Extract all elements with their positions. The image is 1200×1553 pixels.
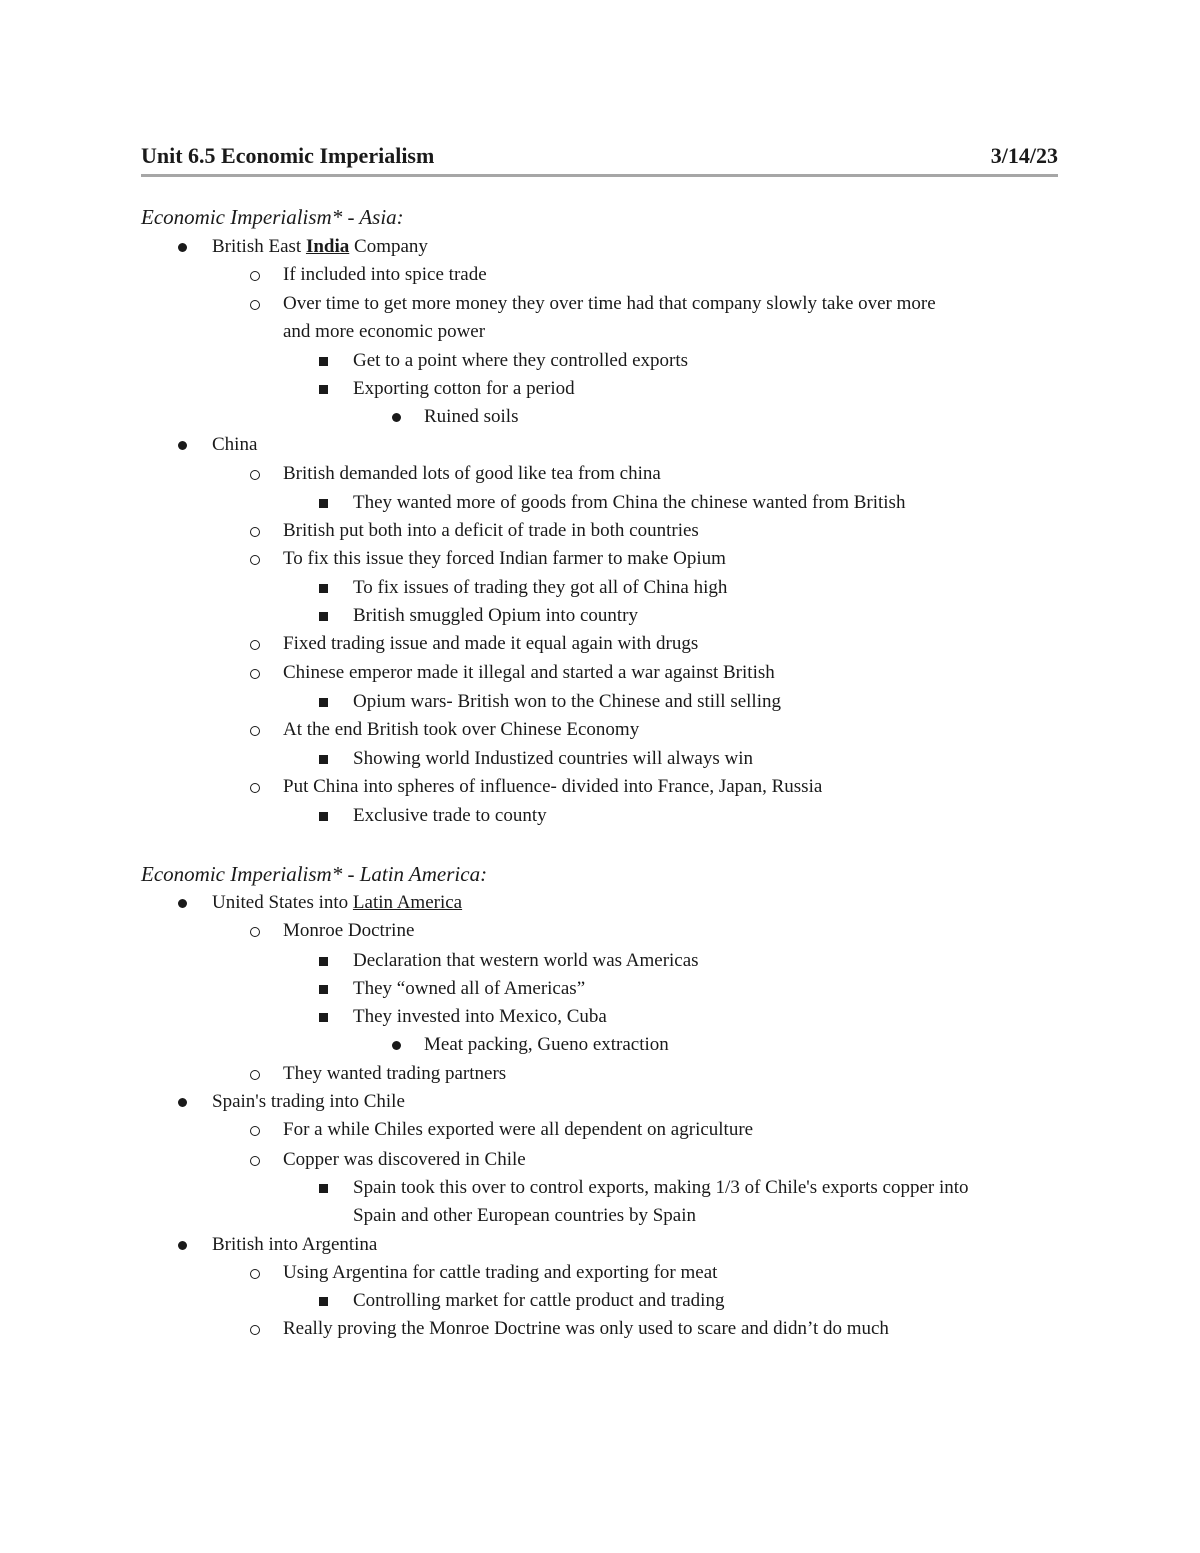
list-item: British into Argentina [212,1234,378,1255]
list-item: To fix this issue they forced Indian farmer to make Opium [283,548,726,569]
section-title-asia: Economic Imperialism* - Asia: [141,205,404,229]
bullet-square [319,1184,328,1193]
list-item: China [212,434,258,455]
bullet-circle [250,1070,260,1080]
bullet-circle [250,555,260,565]
list-item: Really proving the Monroe Doctrine was only used to scare and didn’t do much [283,1318,889,1339]
bullet-square [319,385,328,394]
list-item: Controlling market for cattle product and trading [353,1290,725,1311]
bullet-square [319,1297,328,1306]
list-item: For a while Chiles exported were all dependent on agriculture [283,1119,754,1140]
page-date: 3/14/23 [990,143,1058,168]
list-item: British smuggled Opium into country [353,605,638,626]
bullet-circle [250,1126,260,1136]
list-item: Spain took this over to control exports, making 1/3 of Chile's exports copper into [353,1177,969,1198]
list-item: Put China into spheres of influence- divided into France, Japan, Russia [283,776,823,797]
list-item: Exclusive trade to county [353,805,547,826]
list-item: Opium wars- British won to the Chinese and still selling [353,691,781,712]
list-item: They wanted more of goods from China the chinese wanted from British [353,492,906,513]
bullet-circle [250,669,260,679]
bullet-square [319,612,328,621]
list-item: To fix issues of trading they got all of China high [353,577,728,598]
bullet-square [319,985,328,994]
bullet-disc [178,899,187,908]
header-rule [141,174,1058,177]
list-item: Ruined soils [424,406,519,427]
bullet-disc [392,1041,401,1050]
bullet-disc [392,413,401,422]
bullet-square [319,698,328,707]
bullet-circle [250,470,260,480]
bullet-circle [250,527,260,537]
list-item: Over time to get more money they over time had that company slowly take over more [283,293,936,314]
bullet-circle [250,1156,260,1166]
bullet-square [319,1013,328,1022]
bullet-circle [250,927,260,937]
list-item: Exporting cotton for a period [353,378,575,399]
list-item-continued: Spain and other European countries by Spain [353,1205,696,1226]
list-item: They wanted trading partners [283,1063,507,1084]
bullet-circle [250,300,260,310]
bullet-square [319,584,328,593]
list-item: Using Argentina for cattle trading and exporting for meat [283,1262,718,1283]
bullet-circle [250,1269,260,1279]
bullet-circle [250,783,260,793]
list-item: Fixed trading issue and made it equal again with drugs [283,633,699,654]
list-item: Monroe Doctrine [283,920,415,941]
list-item: Meat packing, Gueno extraction [424,1034,669,1055]
page-title: Unit 6.5 Economic Imperialism [141,143,435,168]
section-title-latin-america: Economic Imperialism* - Latin America: [141,862,488,886]
bullet-square [319,812,328,821]
list-item: They “owned all of Americas” [353,978,586,999]
bullet-disc [178,1241,187,1250]
list-item: Copper was discovered in Chile [283,1149,526,1170]
bullet-square [319,957,328,966]
list-item: Declaration that western world was Americas [353,950,699,971]
list-item-continued: and more economic power [283,321,486,342]
list-item: British demanded lots of good like tea from china [283,463,661,484]
bullet-disc [178,243,187,252]
bullet-disc [178,1098,187,1107]
list-item: Get to a point where they controlled exports [353,350,689,371]
list-item: Showing world Industized countries will always win [353,748,754,769]
list-item: Chinese emperor made it illegal and started a war against British [283,662,775,683]
bullet-square [319,499,328,508]
list-item: At the end British took over Chinese Economy [283,719,640,740]
bullet-square [319,755,328,764]
bullet-circle [250,640,260,650]
list-item: They invested into Mexico, Cuba [353,1006,607,1027]
list-item: Spain's trading into Chile [212,1091,405,1112]
bullet-circle [250,726,260,736]
bullet-circle [250,271,260,281]
bullet-circle [250,1325,260,1335]
bullet-disc [178,441,187,450]
list-item: British put both into a deficit of trade in both countries [283,520,699,541]
list-item: United States into Latin America [212,892,463,913]
page-header [141,143,1058,169]
list-item: British East India Company [212,236,428,257]
bullet-square [319,357,328,366]
list-item: If included into spice trade [283,264,487,285]
